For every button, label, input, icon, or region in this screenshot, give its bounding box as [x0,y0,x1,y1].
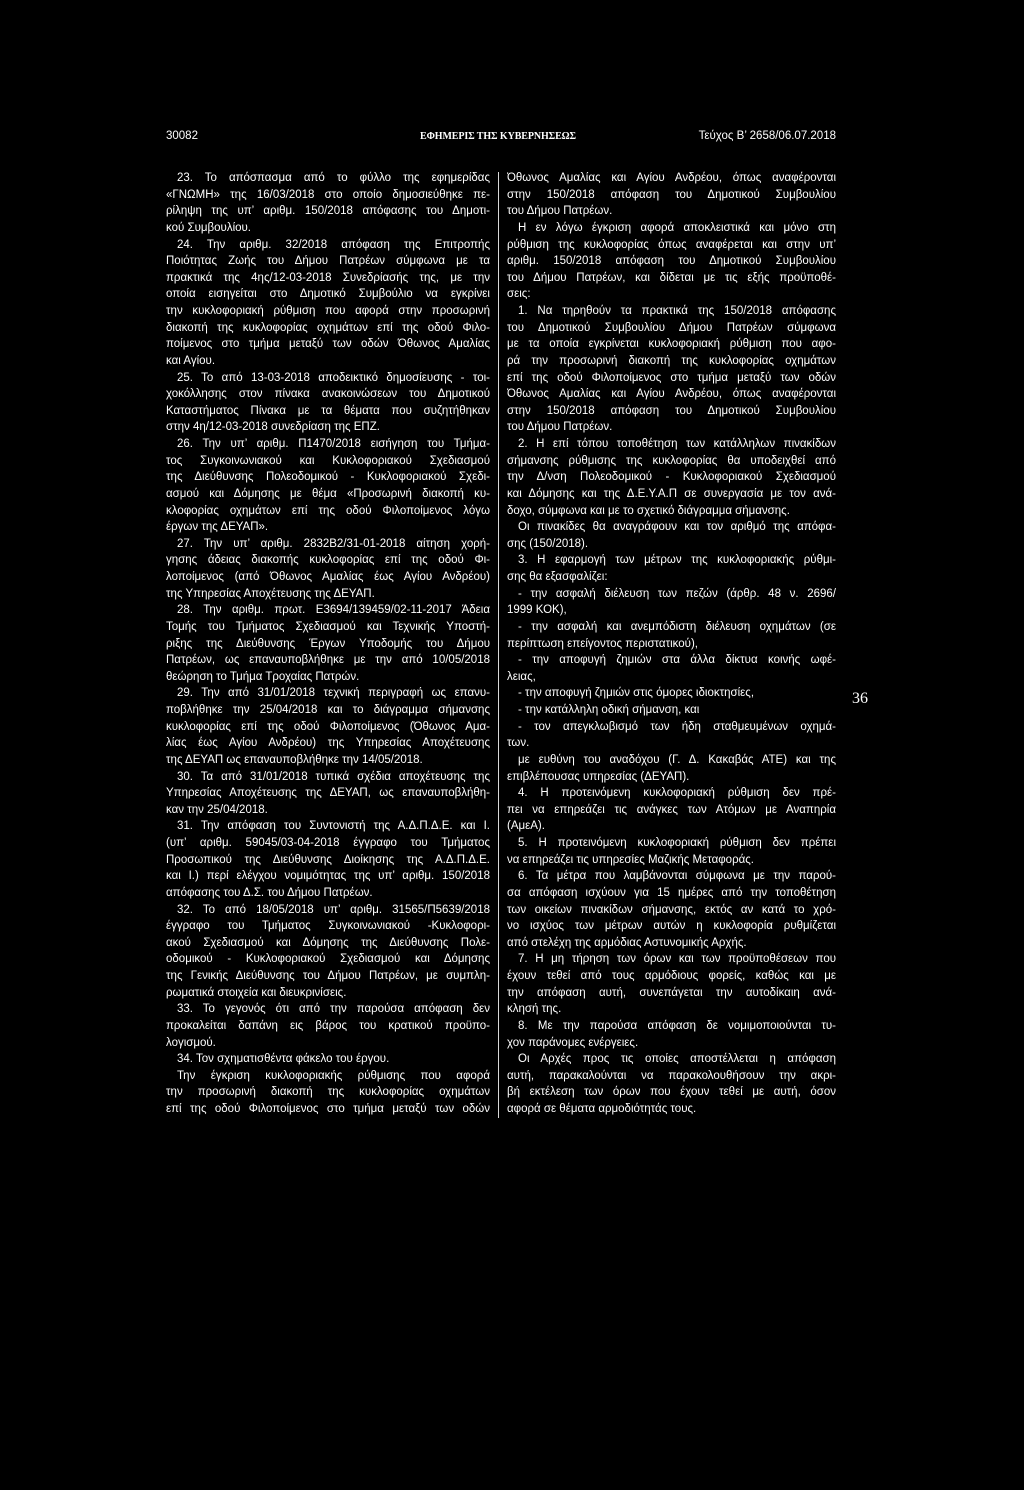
text-line: σεις: [507,288,531,301]
text-line: λογισμού. [166,1036,216,1049]
text-line: 1. Να τηρηθούν τα πρακτικά της 150/2018 απόφασης [518,305,836,317]
paragraph [507,868,836,951]
text-line: Όθωνος Αμαλίας και Αγίου Ανδρέου, όπως αναφέρονται [507,388,836,401]
paragraph [166,685,490,768]
text-line: 7. Η μη τήρηση των όρων και των προϋποθέσεων που [518,953,836,966]
text-line: χοκόλλησης στον πίνακα ανακοινώσεων του Δημοτικού [166,388,490,401]
paragraph [507,303,836,436]
column-divider [498,172,499,1118]
text-line: πει να επηρεάζει τις ανάγκες των Ατόμων με Αναπηρία [507,803,836,816]
text-line: Προσωπικού της Διεύθυνσης Διοίκησης της Α.Δ.Π.Δ.Ε. [166,853,490,866]
text-line: με τα οποία εγκρίνεται κυκλοφοριακή ρύθμιση που αφο- [507,338,836,351]
text-line: στην 150/2018 απόφαση του Δημοτικού Συμβουλίου [507,404,836,417]
text-line: επί της οδού Φιλοποίμενος στο τμήμα μεταξύ των οδών [166,1103,490,1115]
text-line: κού Συμβουλίου. [166,221,251,234]
text-line: λίας έως Αγίου Ανδρέου) της Υπηρεσίας Αποχέτευσης [166,737,490,750]
text-line: προκαλείται δαπάνη εις βάρος του κρατικού προϋπο- [166,1019,490,1032]
paragraph [507,170,836,220]
text-line: των. [507,737,530,750]
text-line: 34. Τον σχηματισθέντα φάκελο του έργου. [177,1053,390,1066]
text-line: πρακτικά της 4ης/12-03-2018 Συνεδρίασής της, με την [166,271,490,284]
paragraph [166,1068,490,1118]
paragraph [166,237,490,370]
text-line: του Δημοτικού Συμβουλίου Δήμου Πατρέων σύμφωνα [507,321,836,334]
text-line: των οικείων πινακίδων σήμανσης, εκτός αν κατά το χρό- [507,903,836,916]
paragraph [507,652,836,685]
text-line: γησης άδειας διακοπής κυκλοφορίας επί της οδού Φι- [166,554,490,567]
text-line: Όθωνος Αμαλίας και Αγίου Ανδρέου, όπως αναφέρονται [507,172,836,184]
paragraph [166,370,490,437]
text-line: τος Συγκοινωνιακού και Κυκλοφοριακού Σχεδιασμού [166,454,490,467]
paragraph [507,619,836,652]
text-line: και Δόμησης και της Δ.Ε.Υ.Α.Π σε συνεργασία με τον ανά- [507,487,836,500]
text-line: ρύθμιση της κυκλοφορίας όπως αναφέρεται και στην υπ’ [507,238,836,251]
text-line: ασμού και Δόμησης με θέμα «Προσωρινή διακοπή κυ- [166,487,490,500]
text-line: την απόφαση αυτή, συνεπάγεται την αυτοδίκαιη ανά- [507,986,836,999]
text-line: βή εκτέλεση των όρων που έχουν τεθεί με αυτή, όσον [507,1086,836,1099]
text-line: κλησή της. [507,1003,562,1016]
text-line: σης θα εξασφαλίζει: [507,571,608,583]
text-line: 28. Την αριθμ. πρωτ. Ε3694/139459/02-11-2017 Άδεια [177,604,490,617]
text-line: «ΓΝΩΜΗ» της 16/03/2018 στο οποίο δημοσιεύθηκε πε- [166,188,490,201]
text-line: με ευθύνη του αναδόχου (Γ. Δ. Κακαβάς ΑΤΕ) και της [518,753,836,766]
paragraph [166,1051,490,1068]
text-line: (ΑμεΑ). [507,820,545,833]
paragraph [166,536,490,603]
text-line: σήμανσης ρύθμισης της κυκλοφορίας θα υποδειχθεί από [507,454,836,467]
paragraph [507,1051,836,1118]
text-line: ρίληψη της υπ’ αριθμ. 150/2018 απόφασης του Δημοτι- [166,205,490,218]
text-line: 25. Το από 13-03-2018 αποδεικτικό δημοσίευσης - τοι- [177,371,490,384]
text-line: νο ισχύος των μέτρων αυτών η κυκλοφορία ρυθμίζεται [507,920,836,933]
paragraph [166,436,490,536]
text-line: - την αποφυγή ζημιών στις όμορες ιδιοκτησίες, [518,687,755,700]
text-line: και Αγίου. [166,354,216,367]
header-page-number: 30082 [166,130,198,142]
text-line: 30. Τα από 31/01/2018 τυπικά σχέδια αποχέτευσης της [177,770,490,783]
header-issue-info: Τεύχος Β’ 2658/06.07.2018 [698,130,836,142]
text-line: οποία εισηγείται στο Δημοτικό Συμβούλιο να εγκρίνει [166,288,490,301]
header-publication-title: ΕΦΗΜΕΡΙΣ ΤΗΣ ΚΥΒΕΡΝΗΣΕΩΣ [420,131,576,142]
text-line: αριθμ. 150/2018 απόφαση του Δημοτικού Συμβουλίου [507,255,836,268]
paragraph [507,785,836,835]
text-line: 1999 ΚΟΚ), [507,604,567,617]
text-line: ποίμενος στο τμήμα μεταξύ των οδών Όθωνος Αμαλίας [166,338,490,351]
text-line: Την έγκριση κυκλοφοριακής ρύθμισης που αφορά [177,1069,490,1082]
text-line: την προσωρινή διακοπή της κυκλοφορίας οχημάτων [166,1086,490,1099]
text-line: από στελέχη της αρμόδιας Αστυνομικής Αρχής. [507,936,747,949]
paragraph [507,752,836,785]
paragraph [507,586,836,619]
paragraph [507,436,836,519]
text-line: επιβλέπουσας υπηρεσίας (ΔΕΥΑΠ). [507,770,690,783]
paragraph [166,602,490,685]
paragraph [507,220,836,303]
paragraph [507,702,836,719]
text-line: Υπηρεσίας Αποχέτευσης της ΔΕΥΑΠ, ως επαναυποβλήθη- [166,787,490,800]
text-line: έγγραφο του Τμήματος Συγκοινωνιακού -Κυκλοφορι- [166,920,490,933]
text-line: 5. Η προτεινόμενη κυκλοφοριακή ρύθμιση δεν πρέπει [518,837,836,849]
text-line: Ποιότητας Ζωής του Δήμου Πατρέων σύμφωνα με τα [166,255,490,268]
text-line: 29. Την από 31/01/2018 τεχνική περιγραφή ως επανυ- [177,687,490,700]
text-line: κλοφορίας οχημάτων επί της οδού Φιλοποίμενος λόγω [166,504,490,517]
text-line: της Γενικής Διεύθυνσης του Δήμου Πατρέων, με συμπλη- [166,970,490,982]
text-line: της ΔΕΥΑΠ ως επαναυποβλήθηκε την 14/05/2018. [166,753,423,766]
text-line: περίπτωση επείγοντος περιστατικού), [507,637,698,650]
paragraph [166,818,490,901]
text-line: 3. Η εφαρμογή των μέτρων της κυκλοφοριακής ρύθμι- [518,554,836,567]
text-line: Η εν λόγω έγκριση αφορά αποκλειστικά και μόνο στη [518,221,836,234]
text-line: αυτή, παρακαλούνται να παρακολουθήσουν την ακρι- [507,1069,836,1082]
text-line: 31. Την απόφαση του Συντονιστή της Α.Δ.Π.Δ.Ε. και Ι. [177,820,490,833]
paragraph [166,170,490,237]
paragraph [507,719,836,752]
right-text-column [507,170,836,1118]
text-line: 8. Με την παρούσα απόφαση δε νομιμοποιούνται τυ- [518,1019,836,1032]
text-line: 27. Την υπ’ αριθμ. 2832Β2/31-01-2018 αίτηση χορή- [177,537,490,550]
text-line: της Υπηρεσίας Αποχέτευσης της ΔΕΥΑΠ. [166,587,375,600]
text-line: - την κατάλληλη οδική σήμανση, και [518,704,700,716]
text-line: στην 4η/12-03-2018 συνεδρίαση της ΕΠΖ. [166,421,380,434]
text-line: λοποίμενος (από Όθωνος Αμαλίας έως Αγίου Ανδρέου) [166,571,490,583]
folio-number: 36 [852,690,868,707]
text-line: λειας, [507,670,536,683]
text-line: ρά την προσωρινή διακοπή της κυκλοφορίας οχημάτων [507,354,836,367]
text-line: αφορά σε θέματα αρμοδιότητάς τους. [507,1103,697,1115]
text-line: σης (150/2018). [507,537,589,550]
text-line: 24. Την αριθμ. 32/2018 απόφαση της Επιτροπής [177,238,490,251]
text-line: ποβλήθηκε την 25/04/2018 και το διάγραμμα σήμανσης [166,704,490,716]
text-line: - την ασφαλή διέλευση των πεζών (άρθρ. 48 ν. 2696/ [518,587,836,600]
text-line: έχουν τεθεί από τους αρμόδιους φορείς, καθώς και με [507,970,836,982]
text-line: 32. Το από 18/05/2018 υπ’ αριθμ. 31565/Π5639/2018 [177,903,490,916]
paragraph [166,902,490,1002]
text-line: - τον απεγκλωβισμό των ήδη σταθμευμένων οχημά- [518,720,836,733]
text-line: - την ασφαλή και ανεμπόδιστη διέλευση οχημάτων (σε [518,620,836,633]
paragraph [507,1018,836,1051]
text-line: 23. Το απόσπασμα από το φύλλο της εφημερίδας [177,172,490,184]
paragraph [507,519,836,552]
text-line: σα απόφαση ισχύουν για 15 ημέρες από την τοποθέτηση [507,886,836,899]
text-line: 26. Την υπ’ αριθμ. Π1470/2018 εισήγηση του Τμήμα- [177,438,490,450]
text-line: την κυκλοφοριακή ρύθμιση που αφορά στην προσωρινή [166,305,490,317]
text-line: χον παράνομες ενέργειες. [507,1036,639,1049]
left-text-column [166,170,490,1118]
text-line: να επηρεάζει τις υπηρεσίες Μαζικής Μεταφοράς. [507,853,754,866]
paragraph [507,835,836,868]
text-line: Οι Αρχές προς τις οποίες αποστέλλεται η απόφαση [518,1053,836,1066]
paragraph [507,951,836,1018]
text-line: - την αποφυγή ζημιών στα άλλα δίκτυα κοινής ωφέ- [518,654,836,667]
text-line: οδομικού - Κυκλοφοριακού Σχεδιασμού και Δόμησης [166,953,490,966]
text-line: καν την 25/04/2018. [166,803,268,816]
text-line: επί της οδού Φιλοποίμενος στο τμήμα μεταξύ των οδών [507,371,836,384]
text-line: 2. Η επί τόπου τοποθέτηση των κατάλληλων πινακίδων [518,438,836,450]
text-line: την Δ/νση Πολεοδομικού - Κυκλοφοριακού Σχεδιασμού [507,471,836,484]
text-line: θεώρηση το Τμήμα Τροχαίας Πατρών. [166,670,360,683]
paragraph [166,1001,490,1051]
text-line: 4. Η προτεινόμενη κυκλοφοριακή ρύθμιση δεν πρέ- [518,787,836,800]
text-line: Τομής του Τμήματος Σχεδιασμού και Τεχνικής Υποστή- [166,620,490,633]
paragraph [507,552,836,585]
text-line: και Ι.) περί ελέγχου νομιμότητας της υπ’ αριθμ. 150/2018 [166,870,490,883]
text-line: 6. Τα μέτρα που λαμβάνονται σύμφωνα με την παρού- [518,870,836,883]
text-line: του Δήμου Πατρέων. [507,421,613,434]
text-line: Πατρέων, ως επαναυποβλήθηκε με την από 10/05/2018 [166,654,490,667]
text-line: Οι πινακίδες θα αναγράφουν και τον αριθμό της απόφα- [518,521,836,534]
text-line: διακοπή της κυκλοφορίας οχημάτων επί της οδού Φιλο- [166,321,490,334]
text-line: απόφασης του Δ.Σ. του Δήμου Πατρέων. [166,886,373,899]
text-line: του Δήμου Πατρέων. [507,205,613,218]
text-line: ακού Σχεδιασμού και Δόμησης της Διεύθυνσης Πολε- [166,936,490,949]
paragraph [507,685,836,702]
text-line: της Διεύθυνσης Πολεοδομικού - Κυκλοφοριακού Σχεδι- [166,471,490,484]
text-line: ριξης της Διεύθυνσης Έργων Υποδομής του Δήμου [166,637,490,650]
paragraph [166,769,490,819]
text-line: 33. Το γεγονός ότι από την παρούσα απόφαση δεν [177,1003,490,1016]
text-line: Καταστήματος Πίνακα με τα θέματα που συζητήθηκαν [166,404,490,417]
text-line: κυκλοφορίας επί της οδού Φιλοποίμενος (Όθωνος Αμα- [166,720,490,733]
text-line: δοχο, σύμφωνα και με το σχετικό διάγραμμα σήμανσης. [507,504,790,517]
text-line: στην 150/2018 απόφαση του Δημοτικού Συμβουλίου [507,188,836,201]
text-line: έργων της ΔΕΥΑΠ». [166,521,269,534]
text-line: ρωματικά στοιχεία και διευκρινίσεις. [166,986,347,999]
text-line: του Δήμου Πατρέων, και δίδεται με τις εξής προϋποθέ- [507,271,836,284]
text-line: (υπ’ αριθμ. 59045/03-04-2018 έγγραφο του Τμήματος [166,837,490,849]
